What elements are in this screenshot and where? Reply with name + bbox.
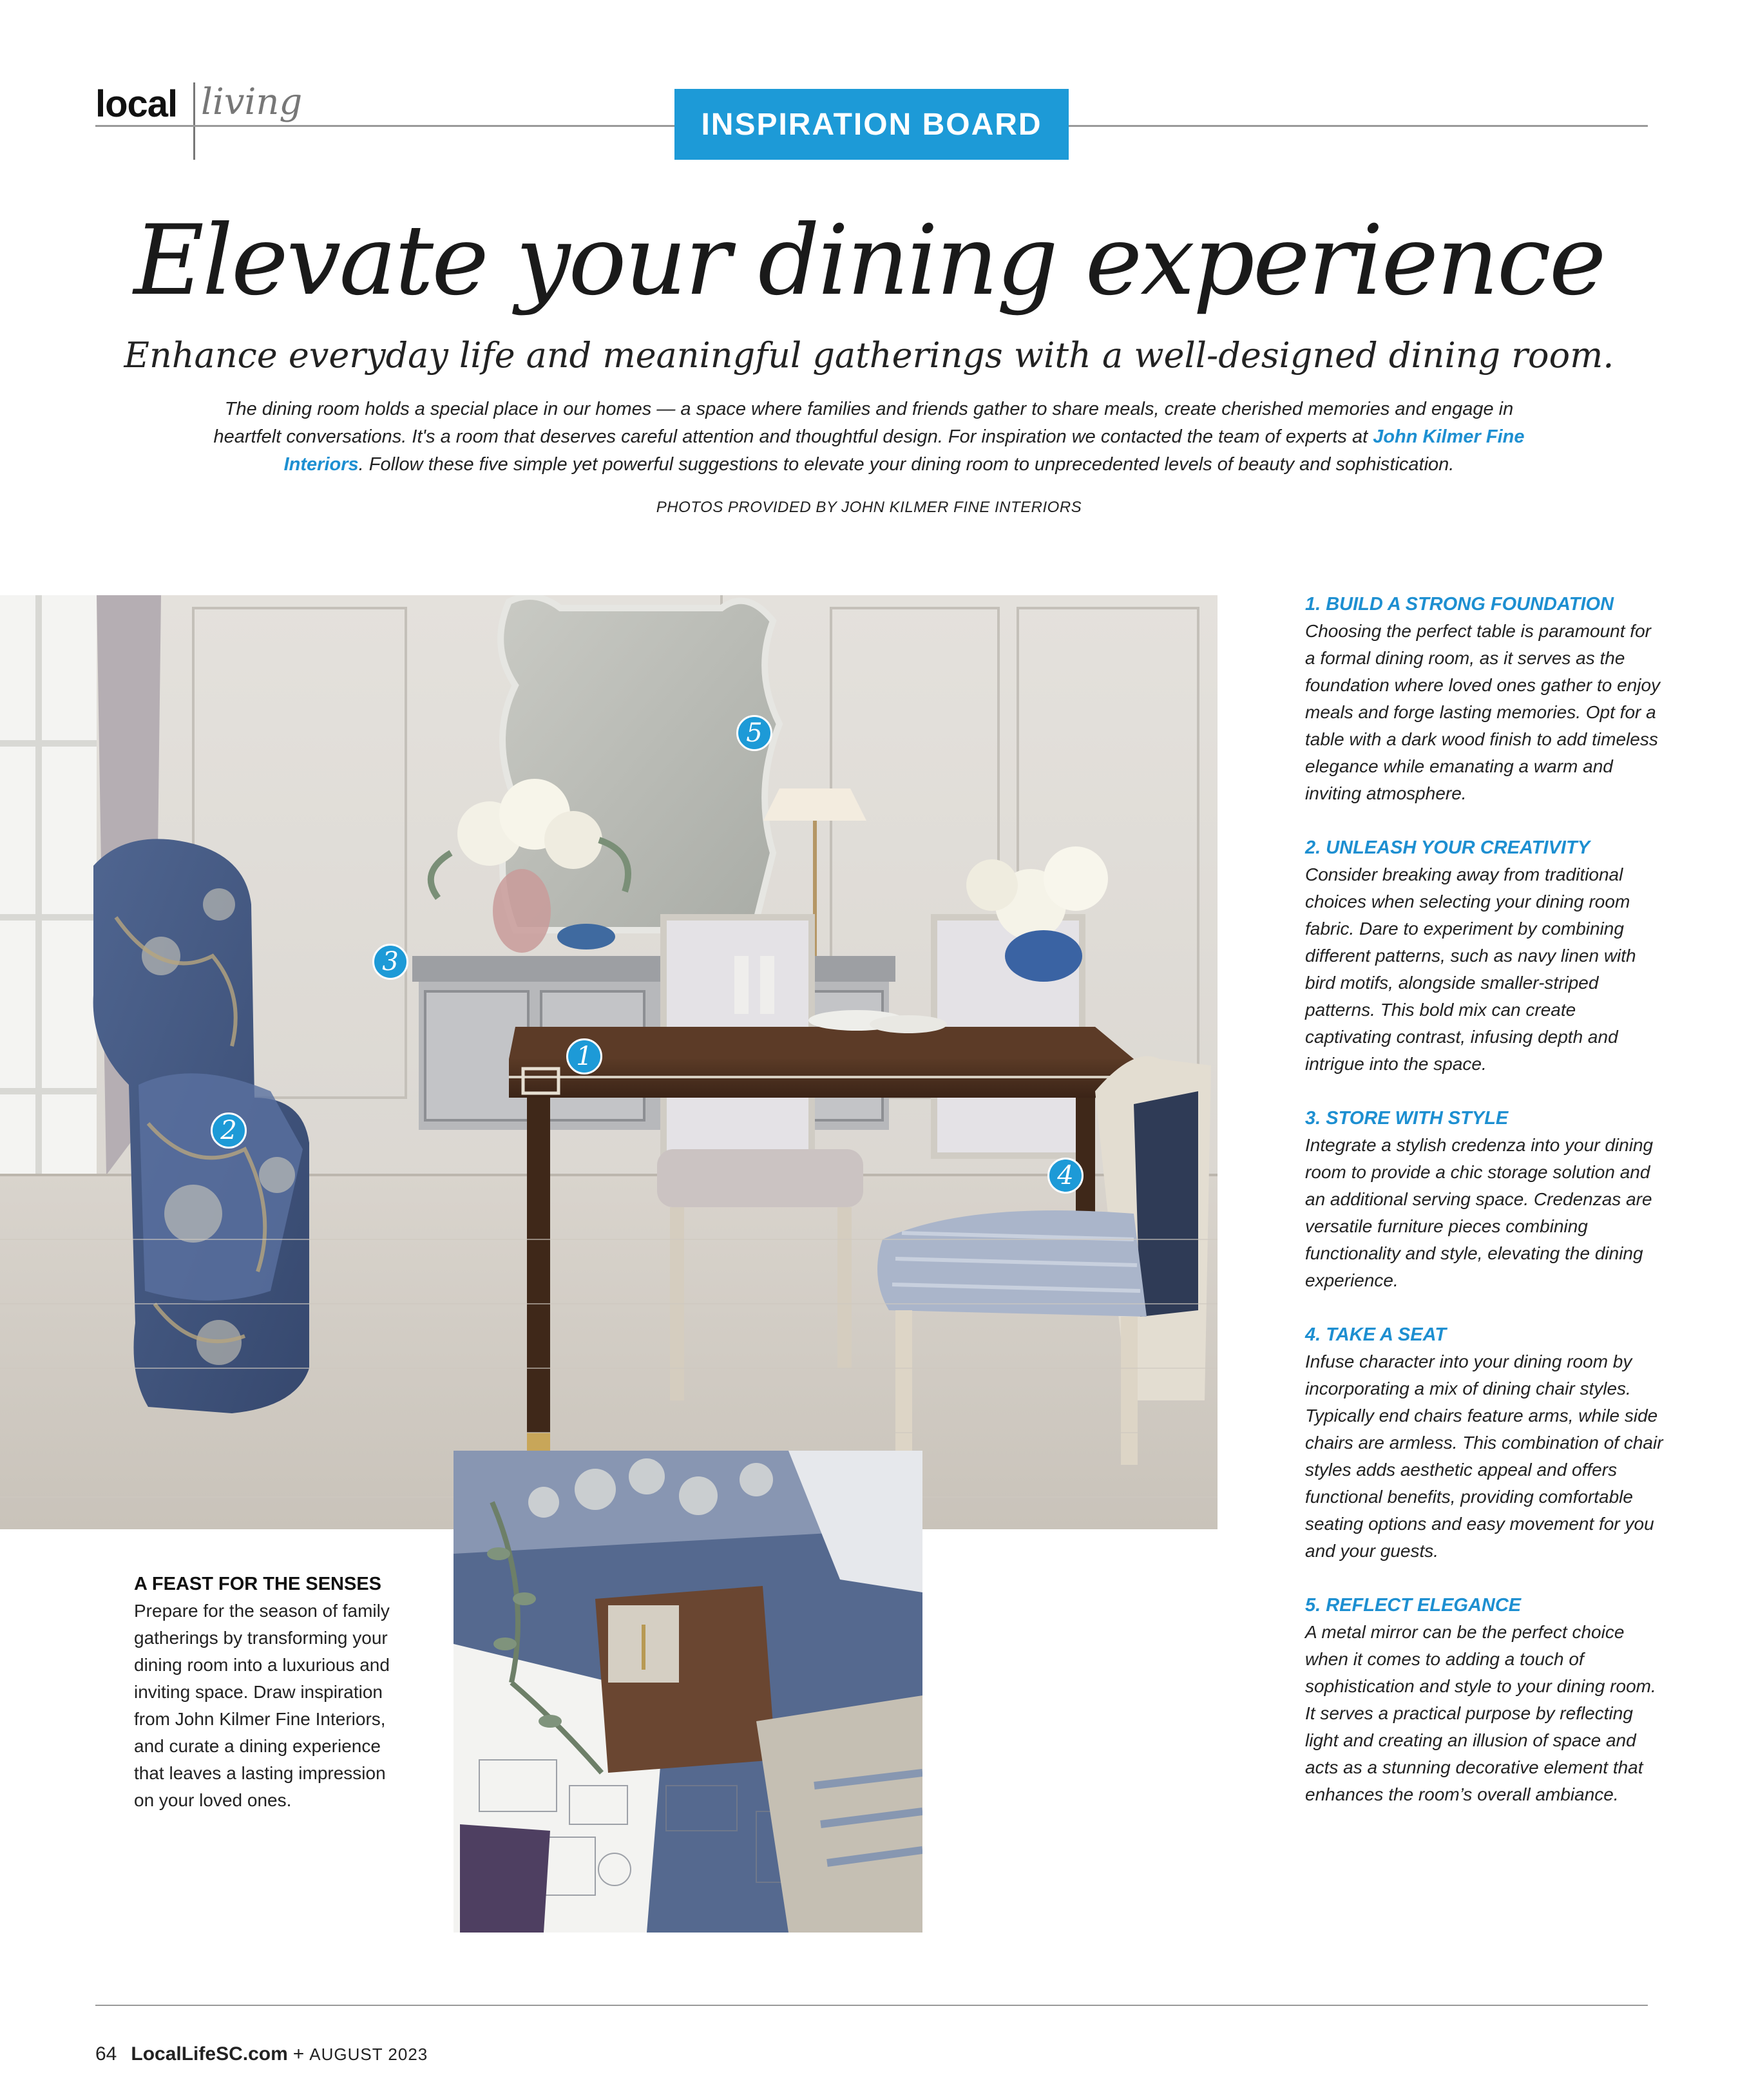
tip-3 <box>1305 1105 1666 1294</box>
footer-rule <box>95 2005 1648 2006</box>
intro-text-start: The dining room holds a special place in our homes — a space where families and friends gather to share meals, create cherished memories and engage in heartfelt conversations. It's a room that deserves careful attention and thoughtful design. For inspiration we contacted the team of experts at <box>213 399 1514 447</box>
tip-body: Choosing the perfect table is paramount for a formal dining room, as it serves as the foundation where loved ones gather to enjoy meals and forge lasting memories. Opt for a table with a dark wood finish to add timeless elegance while emanating a warm and inviting atmosphere. <box>1305 621 1661 803</box>
article-subtitle: Enhance everyday life and meaningful gatherings with a well-designed dining room. <box>124 335 1614 376</box>
tip-5 <box>1305 1592 1666 1808</box>
page-number: 64 <box>95 2043 117 2065</box>
marker-1: 1 <box>566 1038 602 1074</box>
feature-body: Prepare for the season of family gatherings by transforming your dining room into a luxurious and inviting space. Draw inspiration from John Kilmer Fine Interiors, and curate a dining experience that leaves a lasting impression on your loved ones. <box>134 1601 390 1810</box>
dining-room-photo <box>0 595 1218 1529</box>
tip-body: Integrate a stylish credenza into your dining room to provide a chic storage solution and an additional serving space. Credenzas are versatile furniture pieces combining functionality and style, elevating the dining experience. <box>1305 1135 1654 1290</box>
tip-heading: 2. UNLEASH YOUR CREATIVITY <box>1305 837 1590 858</box>
tip-heading: 4. TAKE A SEAT <box>1305 1324 1447 1345</box>
logo-living: living <box>201 81 303 123</box>
tip-body: Consider breaking away from traditional choices when selecting your dining room fabric. Dare to experiment by combining different patterns, such as navy linen with bird motifs, alongside smaller-striped patterns. This bold mix can create captivating contrast, infusing depth and intrigue into the space. <box>1305 864 1636 1074</box>
marker-2: 2 <box>211 1112 247 1149</box>
tip-1 <box>1305 591 1666 807</box>
section-badge: INSPIRATION BOARD <box>674 89 1069 160</box>
issue-date: AUGUST 2023 <box>309 2045 428 2064</box>
tip-heading: 3. STORE WITH STYLE <box>1305 1108 1509 1129</box>
article-intro <box>205 396 1533 479</box>
intro-text-end: . Follow these five simple yet powerful suggestions to elevate your dining room to unprecedented levels of beauty and sophistication. <box>358 454 1455 475</box>
marker-4: 4 <box>1047 1158 1084 1194</box>
tips-column <box>1305 591 1666 1835</box>
marker-3: 3 <box>372 944 408 980</box>
tip-2 <box>1305 834 1666 1078</box>
page-footer <box>95 2043 428 2065</box>
footer-site-link[interactable]: LocalLifeSC.com <box>131 2043 288 2065</box>
photo-credit: PHOTOS PROVIDED BY JOHN KILMER FINE INTERIORS <box>656 499 1082 516</box>
tip-heading: 1. BUILD A STRONG FOUNDATION <box>1305 594 1614 615</box>
marker-5: 5 <box>736 715 772 751</box>
tip-heading: 5. REFLECT ELEGANCE <box>1305 1595 1522 1616</box>
tip-4 <box>1305 1321 1666 1565</box>
feature-sidebar <box>134 1570 392 1814</box>
article-title: Elevate your dining experience <box>133 205 1605 317</box>
logo-divider <box>193 82 195 160</box>
dining-room-illustration <box>0 595 1218 1529</box>
fabric-swatch-photo <box>454 1451 922 1933</box>
logo-local: local <box>95 83 178 125</box>
tip-body: A metal mirror can be the perfect choice when it comes to adding a touch of sophistication and style to your dining room. It serves a practical purpose by reflecting light and creating an illusion of space and acts as a stunning decorative element that enhances the room’s overall ambiance. <box>1305 1622 1656 1804</box>
intro-link-john-kilmer[interactable]: John Kilmer Fine Interiors <box>283 426 1525 475</box>
tip-body: Infuse character into your dining room by incorporating a mix of dining chair styles. Typically end chairs feature arms, while side chairs are armless. This combination of chair styles adds aesthetic appeal and offers functional benefits, providing comfortable seating options and easy movement for you and your guests. <box>1305 1351 1663 1561</box>
feature-heading: A FEAST FOR THE SENSES <box>134 1574 382 1594</box>
footer-separator: + <box>292 2043 305 2065</box>
fabric-swatch-illustration <box>454 1451 922 1933</box>
